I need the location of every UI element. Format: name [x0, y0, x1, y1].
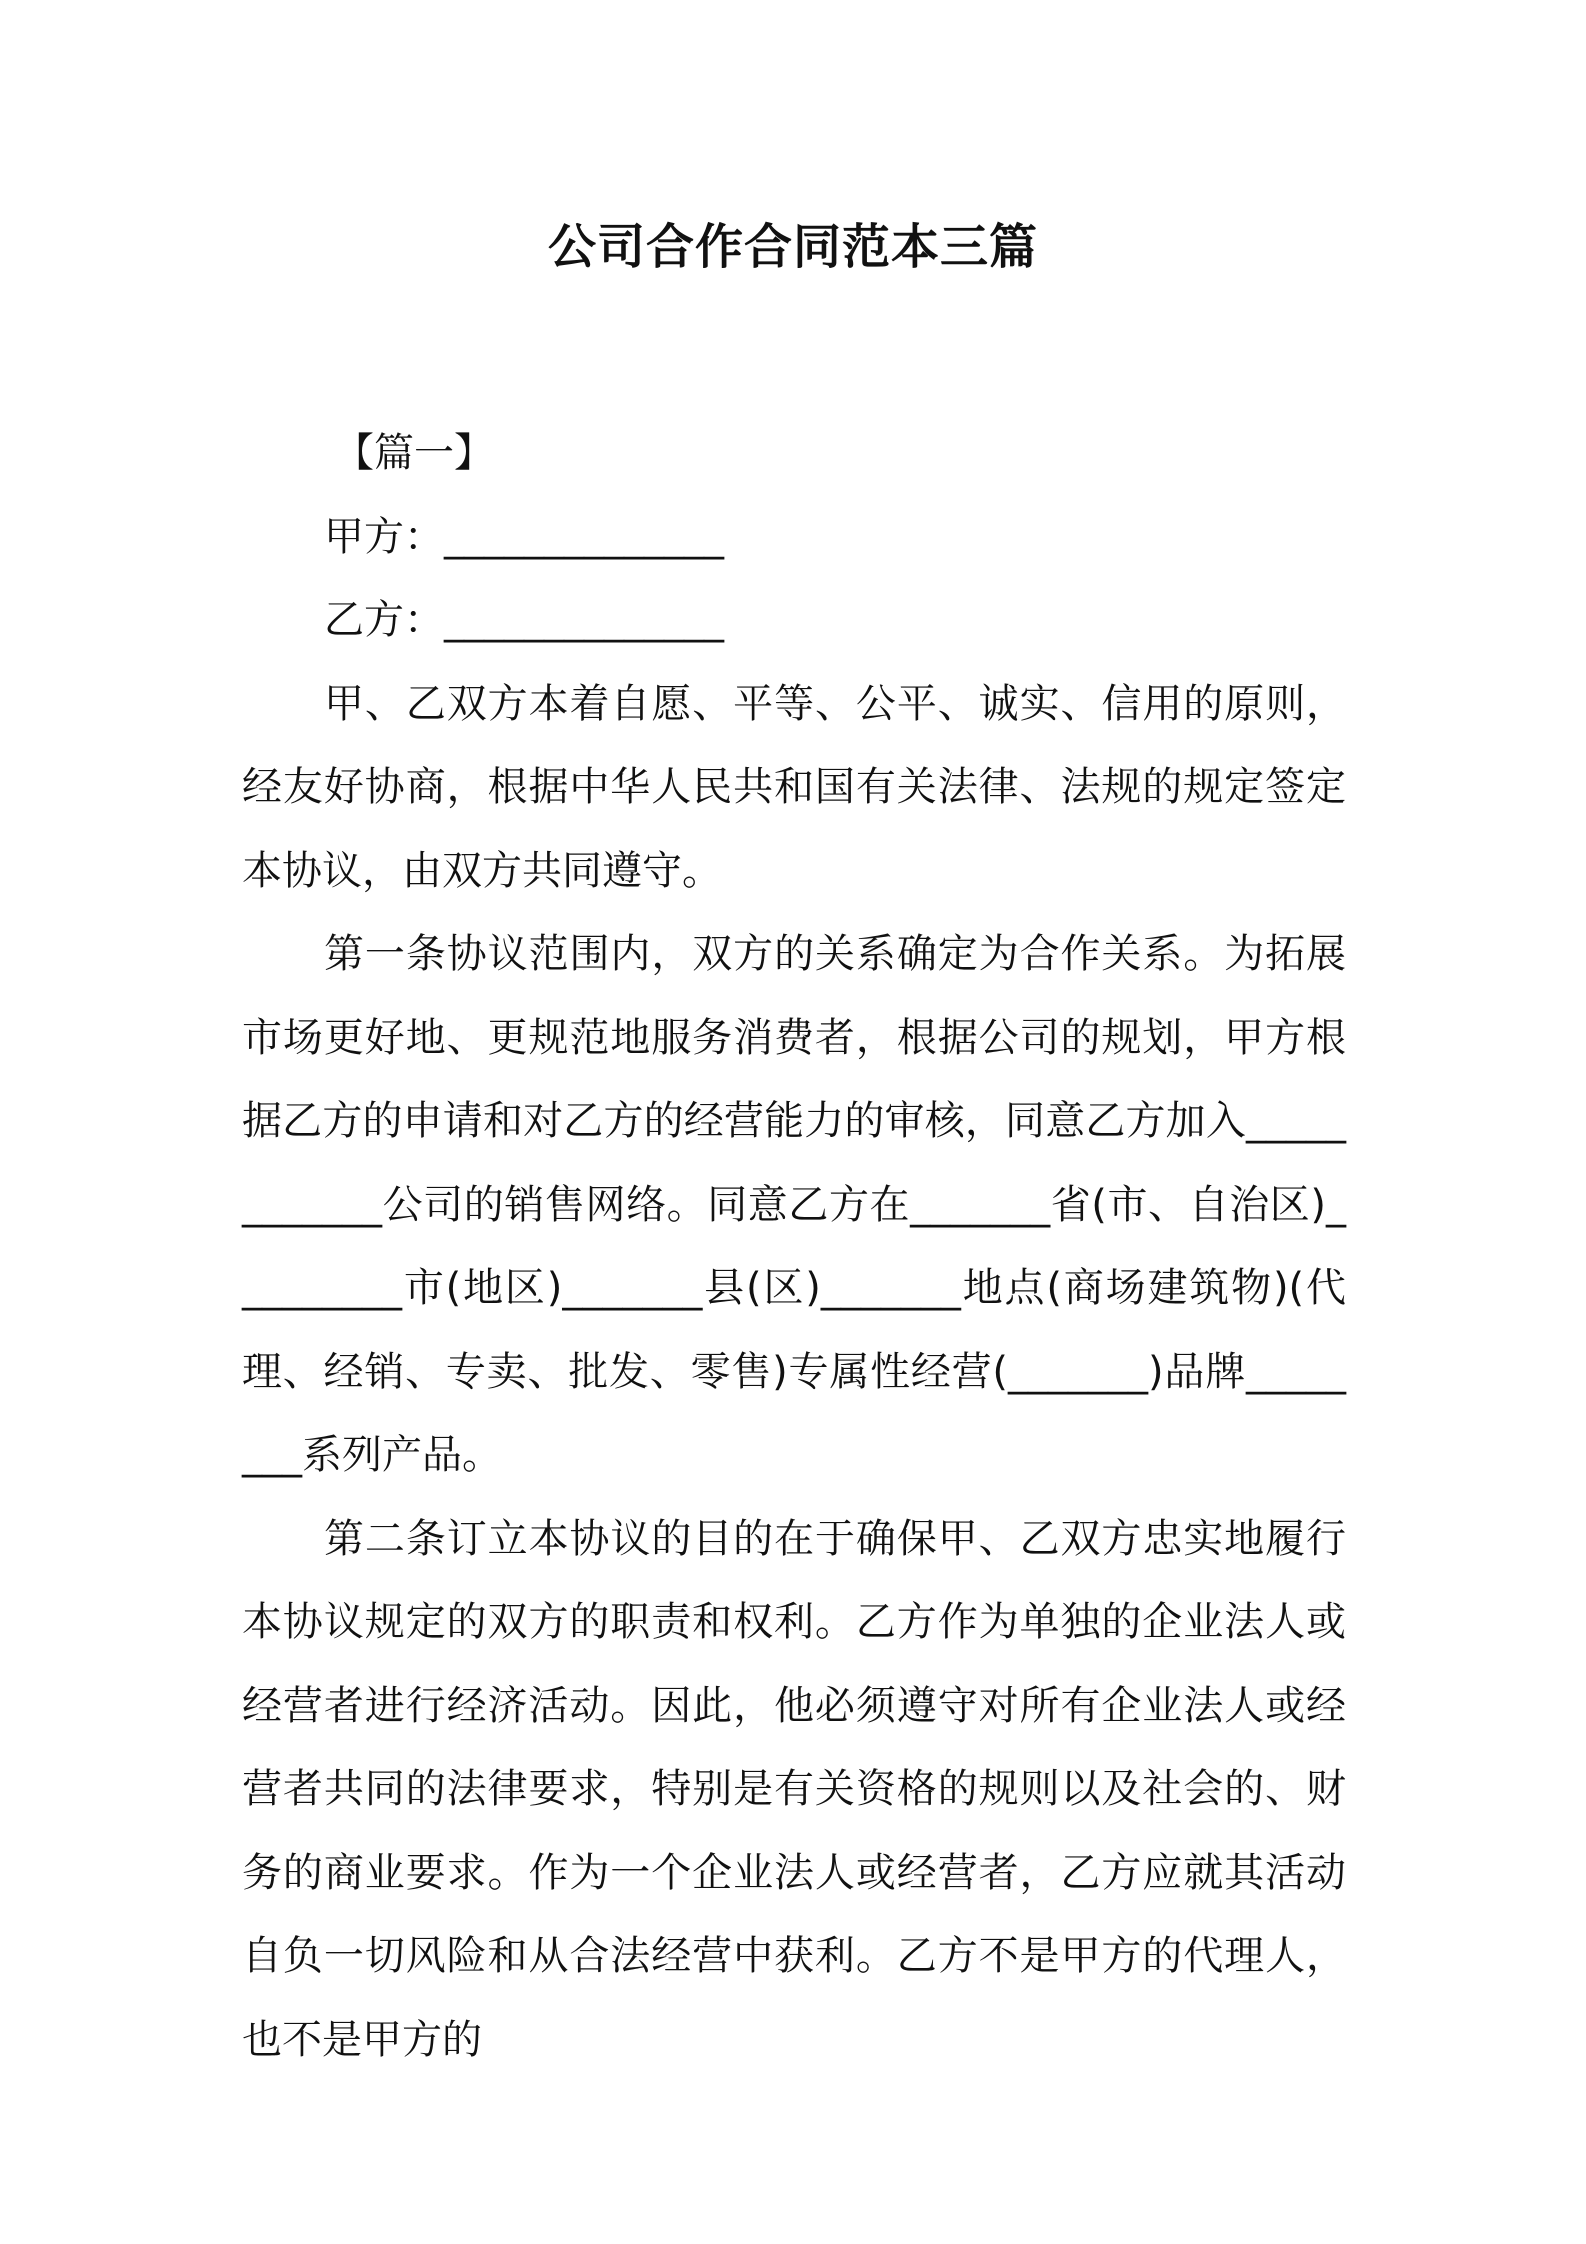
party-b-line: 乙方：______________ — [324, 597, 724, 643]
section-heading: 【篇一】 — [334, 430, 494, 476]
party-a-line: 甲方：______________ — [324, 513, 724, 560]
intro-paragraph: 甲、乙双方本着自愿、平等、公平、诚实、信用的原则，经友好协商，根据中华人民共和国有关法律、法规的规定签定本协议，由双方共同遵守。 — [242, 680, 1346, 894]
article-1-paragraph: 第一条协议范围内，双方的关系确定为合作关系。为拓展市场更好地、更规范地服务消费者，根据公司的规划，甲方根据乙方的申请和对乙方的经营能力的审核，同意乙方加入____________公司的销售网络。同意乙方在_______省(市、自治区)_________市(地区)_______县(区)_______地点(商场建筑物)(代理、经销、专卖、批发、零售)专属性经营(_______)品牌________系列产品。 — [242, 931, 1346, 1478]
document-body — [242, 412, 1346, 2082]
article-2-paragraph: 第二条订立本协议的目的在于确保甲、乙双方忠实地履行本协议规定的双方的职责和权利。乙方作为单独的企业法人或经营者进行经济活动。因此，他必须遵守对所有企业法人或经营者共同的法律要求，特别是有关资格的规则以及社会的、财务的商业要求。作为一个企业法人或经营者，乙方应就其活动自负一切风险和从合法经营中获利。乙方不是甲方的代理人，也不是甲方的 — [242, 1515, 1346, 2063]
document-title: 公司合作合同范本三篇 — [547, 219, 1038, 275]
